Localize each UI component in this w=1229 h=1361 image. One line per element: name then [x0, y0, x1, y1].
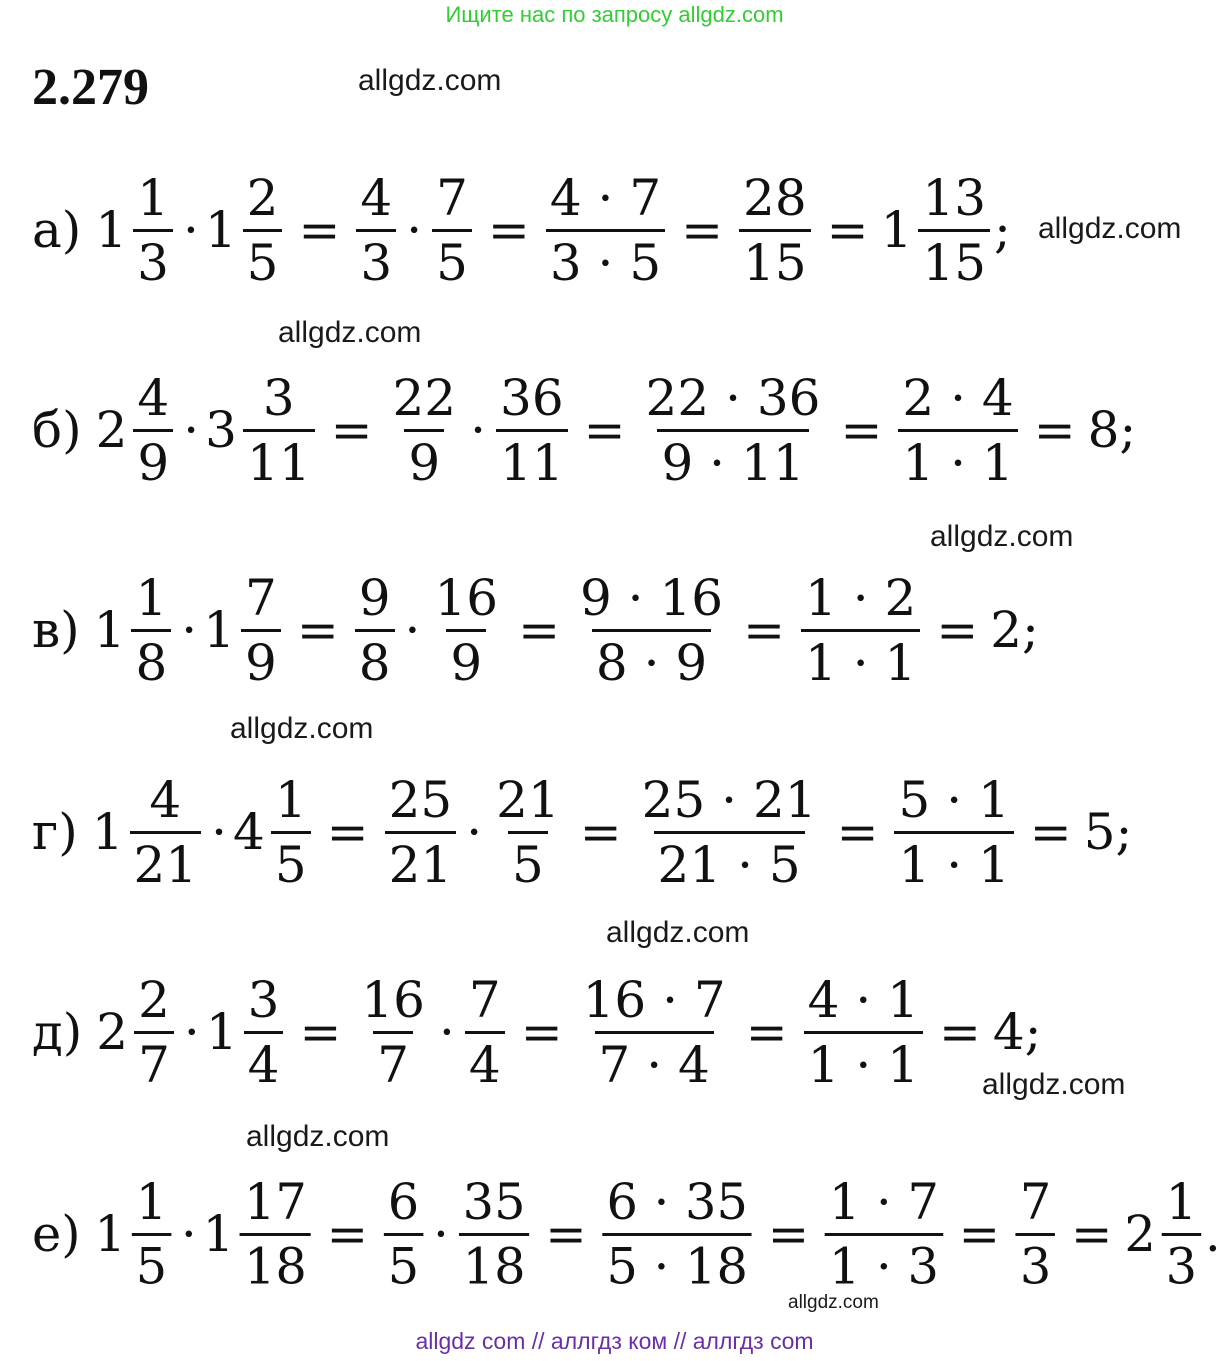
whole-part: 4: [233, 803, 265, 861]
denominator: 4: [244, 1031, 284, 1090]
watermark: allgdz.com: [606, 916, 750, 949]
whole-part: 1: [94, 1205, 126, 1263]
fraction: [576, 568, 727, 692]
numerator: 7: [245, 568, 277, 627]
fraction: [132, 1173, 171, 1295]
fraction: [465, 970, 505, 1094]
numerator: 16 · 7: [582, 970, 726, 1029]
item-label: г): [32, 803, 78, 861]
denominator: 21: [385, 831, 457, 890]
numerator: 9 · 16: [579, 568, 724, 627]
numerator: 1: [135, 568, 168, 627]
denominator: 9: [133, 429, 173, 488]
denominator: 7: [134, 1031, 174, 1090]
equation-row-d: [32, 962, 1042, 1102]
equals-sign: =: [1033, 401, 1076, 459]
numerator: 4 · 1: [807, 970, 919, 1029]
whole-part: 2: [1124, 1205, 1156, 1263]
numerator: 3: [262, 368, 295, 427]
whole-part: 1: [880, 201, 913, 259]
denominator: 5: [508, 831, 548, 890]
numerator: 2: [246, 168, 279, 227]
fraction: [1162, 1173, 1201, 1295]
numerator: 1 · 2: [805, 568, 917, 627]
denominator: 5: [271, 831, 311, 890]
fraction: [356, 168, 396, 292]
fraction: [898, 368, 1017, 492]
numerator: 1: [274, 770, 307, 829]
numerator: 25 · 21: [641, 770, 817, 829]
fraction: [243, 168, 283, 292]
denominator: 7 · 4: [595, 1031, 714, 1090]
times-sign: ·: [404, 601, 421, 659]
denominator: 1 · 1: [898, 429, 1017, 488]
numerator: 7: [1019, 1173, 1052, 1231]
item-label: в): [32, 601, 80, 659]
item-label: а): [32, 201, 82, 259]
fraction: [579, 970, 730, 1094]
equals-sign: =: [1071, 1205, 1113, 1263]
equals-sign: =: [1029, 803, 1072, 861]
numerator: 1: [135, 1173, 168, 1231]
equals-sign: =: [681, 201, 724, 259]
item-label: б): [32, 401, 82, 459]
numerator: 4 · 7: [549, 168, 662, 227]
denominator: 5: [243, 229, 283, 288]
watermark: allgdz.com: [982, 1068, 1126, 1101]
denominator: 8: [355, 629, 395, 688]
equals-sign: =: [518, 601, 560, 659]
denominator: 9: [446, 629, 486, 688]
equals-sign: =: [579, 803, 622, 861]
times-sign: ·: [433, 1205, 449, 1263]
equation-row-b: [32, 360, 1136, 500]
result: 2;: [990, 601, 1039, 659]
numerator: 6: [387, 1173, 420, 1231]
denominator: 9: [241, 629, 281, 688]
equals-sign: =: [767, 1205, 810, 1263]
problem-number: 2.279: [32, 59, 149, 116]
watermark: allgdz.com: [358, 64, 502, 97]
watermark: allgdz.com: [246, 1120, 390, 1153]
fraction: [496, 368, 568, 492]
equals-sign: =: [520, 1003, 563, 1061]
fraction: [133, 168, 173, 292]
times-sign: ·: [183, 401, 200, 459]
equals-sign: =: [836, 803, 879, 861]
numerator: 7: [436, 168, 468, 227]
end-punctuation: .: [1205, 1205, 1221, 1263]
denominator: 9 · 11: [657, 429, 808, 488]
denominator: 3 · 5: [546, 229, 665, 288]
fraction: [801, 568, 920, 692]
fraction: [430, 568, 502, 692]
denominator: 5: [132, 1233, 171, 1291]
fraction: [244, 970, 284, 1094]
whole-part: 1: [203, 601, 235, 659]
whole-part: 1: [204, 201, 237, 259]
equals-sign: =: [296, 601, 339, 659]
times-sign: ·: [470, 401, 487, 459]
numerator: 1 · 7: [828, 1173, 939, 1231]
equals-sign: =: [326, 1205, 369, 1263]
equals-sign: =: [840, 401, 883, 459]
numerator: 35: [462, 1173, 526, 1231]
numerator: 16: [434, 568, 499, 627]
numerator: 1: [137, 168, 169, 227]
whole-part: 1: [205, 1003, 238, 1061]
numerator: 3: [247, 970, 280, 1029]
fraction: [384, 1173, 423, 1295]
numerator: 28: [743, 168, 807, 227]
denominator: 15: [918, 229, 990, 288]
denominator: 18: [459, 1233, 530, 1291]
fraction: [638, 770, 821, 894]
fraction: [355, 568, 395, 692]
denominator: 18: [240, 1233, 311, 1291]
numerator: 36: [500, 368, 564, 427]
numerator: 13: [922, 168, 987, 227]
denominator: 21: [130, 831, 202, 890]
fraction: [459, 1173, 530, 1295]
denominator: 11: [496, 429, 568, 488]
whole-part: 1: [202, 1205, 235, 1263]
fraction: [271, 770, 311, 894]
watermark: allgdz.com: [1038, 212, 1182, 245]
fraction: [546, 168, 665, 292]
fraction: [133, 368, 173, 492]
denominator: 5 · 18: [603, 1233, 752, 1291]
equals-sign: =: [936, 601, 979, 659]
denominator: 4: [465, 1031, 505, 1090]
equation-row-e: [32, 1165, 1221, 1303]
equals-sign: =: [487, 201, 530, 259]
denominator: 3: [356, 229, 396, 288]
denominator: 5: [432, 229, 472, 288]
fraction: [243, 368, 315, 492]
equals-sign: =: [743, 601, 785, 659]
fraction: [804, 970, 923, 1094]
watermark: allgdz.com: [230, 712, 374, 745]
whole-part: 1: [93, 601, 126, 659]
numerator: 25: [388, 770, 453, 829]
fraction: [492, 770, 564, 894]
numerator: 6 · 35: [606, 1173, 748, 1231]
denominator: 8: [131, 629, 171, 688]
item-label: е): [32, 1205, 81, 1263]
equation-row-a: [32, 160, 1011, 300]
fraction: [739, 168, 811, 292]
equals-sign: =: [826, 201, 869, 259]
fraction: [642, 368, 825, 492]
denominator: 21 · 5: [654, 831, 805, 890]
whole-part: 2: [96, 1003, 129, 1061]
fraction: [918, 168, 990, 292]
numerator: 4: [137, 368, 170, 427]
fraction: [241, 568, 281, 692]
fraction: [134, 970, 174, 1094]
denominator: 7: [373, 1031, 413, 1090]
fraction: [385, 770, 457, 894]
equals-sign: =: [299, 1003, 342, 1061]
denominator: 1 · 1: [801, 629, 920, 688]
fraction: [131, 568, 171, 692]
whole-part: 1: [95, 201, 128, 259]
denominator: 1 · 1: [804, 1031, 923, 1090]
times-sign: ·: [406, 201, 423, 259]
numerator: 16: [361, 970, 425, 1029]
equation-row-v: [32, 560, 1039, 700]
times-sign: ·: [211, 803, 228, 861]
times-sign: ·: [182, 201, 199, 259]
denominator: 1 · 3: [825, 1233, 943, 1291]
fraction: [894, 770, 1013, 894]
numerator: 22: [392, 368, 457, 427]
fraction: [603, 1173, 752, 1295]
fraction: [130, 770, 202, 894]
denominator: 1 · 1: [894, 831, 1013, 890]
fraction: [357, 970, 429, 1094]
numerator: 4: [360, 168, 393, 227]
numerator: 22 · 36: [645, 368, 821, 427]
times-sign: ·: [181, 601, 198, 659]
watermark: allgdz.com: [930, 520, 1074, 553]
footer-links: allgdz com // аллгдз ком // аллгдз com: [415, 1328, 814, 1354]
fraction: [432, 168, 472, 292]
denominator: 3: [1016, 1233, 1055, 1291]
numerator: 5 · 1: [898, 770, 1010, 829]
denominator: 15: [739, 229, 811, 288]
times-sign: ·: [466, 803, 483, 861]
denominator: 11: [243, 429, 315, 488]
result: 4;: [992, 1003, 1042, 1061]
top-banner: Ищите нас по запросу allgdz.com: [445, 2, 784, 27]
equals-sign: =: [745, 1003, 788, 1061]
denominator: 8 · 9: [592, 629, 711, 688]
end-punctuation: ;: [994, 201, 1011, 259]
numerator: 17: [243, 1173, 307, 1231]
times-sign: ·: [180, 1205, 197, 1263]
whole-part: 1: [91, 803, 124, 861]
result: 8;: [1087, 401, 1137, 459]
equals-sign: =: [330, 401, 373, 459]
numerator: 7: [468, 970, 501, 1029]
denominator: 3: [1162, 1233, 1201, 1291]
equals-sign: =: [326, 803, 369, 861]
numerator: 4: [149, 770, 182, 829]
watermark: allgdz.com: [278, 316, 422, 349]
equals-sign: =: [583, 401, 626, 459]
whole-part: 3: [205, 401, 237, 459]
times-sign: ·: [438, 1003, 455, 1061]
fraction: [825, 1173, 943, 1295]
equals-sign: =: [958, 1205, 1001, 1263]
whole-part: 2: [95, 401, 128, 459]
equals-sign: =: [938, 1003, 981, 1061]
numerator: 1: [1165, 1173, 1198, 1231]
fraction: [1016, 1173, 1055, 1295]
numerator: 2: [138, 970, 170, 1029]
numerator: 2 · 4: [902, 368, 1014, 427]
numerator: 21: [496, 770, 560, 829]
result: 5;: [1083, 803, 1133, 861]
equals-sign: =: [545, 1205, 587, 1263]
item-label: д): [32, 1003, 83, 1061]
denominator: 3: [133, 229, 173, 288]
equals-sign: =: [298, 201, 341, 259]
watermark-small: allgdz.com: [788, 1292, 879, 1313]
fraction: [240, 1173, 311, 1295]
denominator: 9: [404, 429, 444, 488]
times-sign: ·: [183, 1003, 200, 1061]
numerator: 9: [358, 568, 391, 627]
equation-row-g: [32, 762, 1132, 902]
fraction: [388, 368, 460, 492]
denominator: 5: [384, 1233, 423, 1291]
